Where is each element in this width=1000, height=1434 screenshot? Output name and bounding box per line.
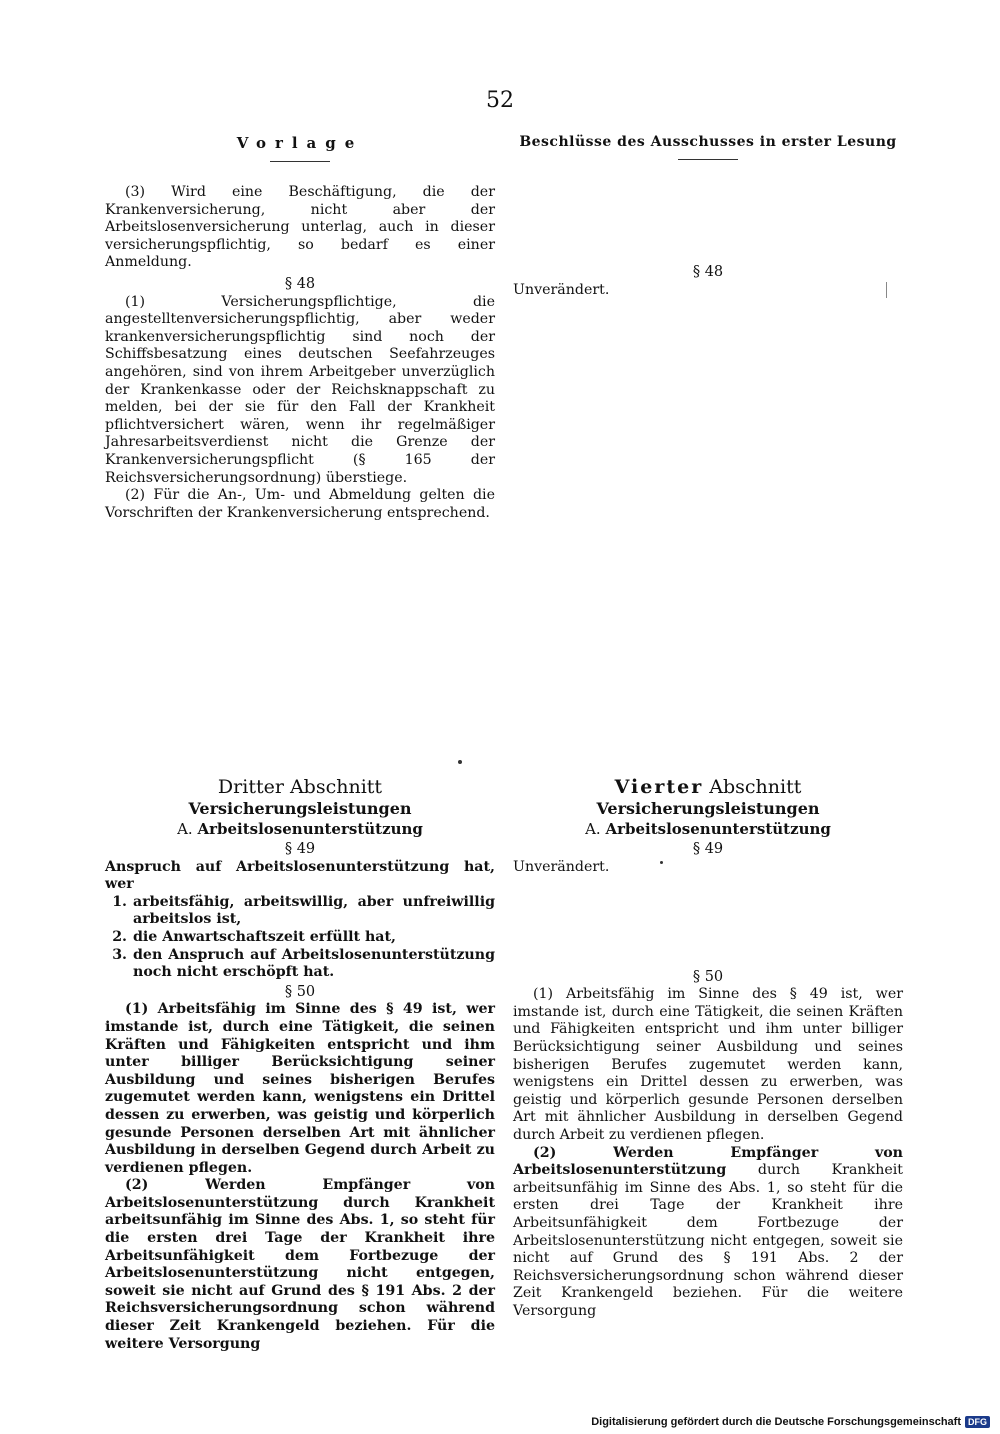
right-header-rule bbox=[678, 159, 738, 160]
list-item-number: 3. bbox=[112, 946, 127, 963]
right-column-top bbox=[513, 134, 903, 298]
paragraph-48-1: (1) Versicherungspflichtige, die angestelltenversicherungspflichtig, aber weder krankenversicherungspflichtig sind noch der Schiffsbesatzung eines deutschen Seefahrzeuges angehören, sind von ihrem Arbeitgeber unverzüglich der Krankenkasse oder der Reichsknappschaft zu melden, bei der sie für den Fall der Krankheit pflichtversichert wären, wenn ihr regelmäßiger Jahresarbeitsverdienst nicht die Grenze der Krankenversicherungspflicht (§ 165 der Reichsversicherungsordnung) überstiege. bbox=[105, 293, 495, 486]
left-subsection-letter: A. bbox=[177, 820, 193, 838]
list-item-text: die Anwartschaftszeit erfüllt hat, bbox=[133, 928, 396, 945]
list-item bbox=[105, 894, 495, 929]
paragraph-50-1: (1) Arbeitsfähig im Sinne des § 49 ist, wer imstande ist, durch eine Tätigkeit, die seinen Kräften und Fähigkeiten entspricht und ihm unter billiger Berücksichtigung seiner Ausbildung und seines bisherigen Berufes zugemutet werden kann, wenigstens ein Drittel dessen zu erwerben, was geistig und körperlich gesunde Personen derselben Art mit ähnlicher Ausbildung in derselben Gegend durch Arbeit zu verdienen pflegen. bbox=[105, 1001, 495, 1176]
left-chapter-title: Versicherungsleistungen bbox=[188, 799, 412, 818]
right-paragraph-50-2 bbox=[513, 1145, 903, 1321]
left-subsection-title: Arbeitslosenunterstützung bbox=[197, 820, 423, 838]
dfg-logo-icon: DFG bbox=[965, 1416, 990, 1428]
section-50-heading: § 50 bbox=[284, 983, 316, 1000]
right-chapter-bold: Vierter bbox=[614, 776, 704, 798]
right-paragraph-50-1: (1) Arbeitsfähig im Sinne des § 49 ist, wer imstande ist, durch eine Tätigkeit, die seinen Kräften und Fähigkeiten entspricht und ihm unter billiger Berücksichtigung seiner Ausbildung und seines bisherigen Berufes zugemutet werden kann, wenigstens ein Drittel dessen zu erwerben, was geistig und körperlich gesunde Personen derselben Art mit ähnlicher Ausbildung in derselben Gegend durch Arbeit zu verdienen pflegen. bbox=[513, 986, 903, 1143]
right-column-bottom bbox=[513, 776, 903, 1320]
right-subsection-title: Arbeitslosenunterstützung bbox=[605, 820, 831, 838]
right-section-49-unchanged: Unverändert. bbox=[513, 858, 610, 875]
left-column-bottom bbox=[105, 776, 495, 1353]
right-chapter-rest: Abschnitt bbox=[709, 776, 802, 798]
margin-mark bbox=[886, 282, 887, 298]
paragraph-48-2: (2) Für die An-, Um- und Abmeldung gelten die Vorschriften der Krankenversicherung entsprechend. bbox=[105, 487, 495, 521]
right-section-49-heading: § 49 bbox=[692, 841, 724, 857]
left-subsection-heading bbox=[105, 819, 495, 839]
right-chapter-heading bbox=[513, 776, 903, 798]
left-header-rule bbox=[270, 161, 330, 162]
left-column-top bbox=[105, 134, 495, 522]
list-item-text: arbeitsfähig, arbeitswillig, aber unfreiwillig arbeitslos ist, bbox=[133, 893, 495, 928]
right-paragraph-50-2-rest: durch Krankheit arbeitsunfähig im Sinne des Abs. 1, so steht für die ersten drei Tage der Krankheit ihre Arbeitsunfähigkeit dem Fortbezuge der Arbeitslosenunterstützung nicht entgegen, soweit sie nicht auf Grund des § 191 Abs. 2 der Reichsversicherungsordnung schon während dieser Zeit Krankengeld beziehen. Für die weitere Versorgung bbox=[513, 1162, 903, 1319]
left-chapter-heading: Dritter Abschnitt bbox=[217, 776, 383, 798]
page-number: 52 bbox=[486, 88, 514, 113]
stray-dot bbox=[458, 760, 462, 764]
list-item-text: den Anspruch auf Arbeitslosenunterstützung noch nicht erschöpft hat. bbox=[133, 946, 495, 981]
right-section-50-heading: § 50 bbox=[692, 968, 724, 985]
section-49-heading: § 49 bbox=[284, 841, 316, 857]
list-item-number: 2. bbox=[112, 928, 127, 945]
footer-credit bbox=[591, 1416, 990, 1428]
list-item bbox=[105, 929, 495, 947]
right-section-48-unchanged: Unverändert. bbox=[513, 281, 610, 298]
section-48-heading: § 48 bbox=[284, 275, 316, 292]
right-subsection-letter: A. bbox=[585, 820, 601, 838]
paragraph-50-2: (2) Werden Empfänger von Arbeitslosenunterstützung durch Krankheit arbeitsunfähig im Sinne des Abs. 1, so steht für die ersten drei Tage der Krankheit ihre Arbeitsunfähigkeit dem Fortbezuge der Arbeitslosenunterstützung nicht entgegen, soweit sie nicht auf Grund des § 191 Abs. 2 der Reichsversicherungsordnung schon während dieser Zeit Krankengeld beziehen. Für die weitere Versorgung bbox=[105, 1177, 495, 1352]
right-section-48-heading: § 48 bbox=[692, 264, 724, 280]
list-item-number: 1. bbox=[112, 893, 127, 910]
right-column-header: Beschlüsse des Ausschusses in erster Lesung bbox=[519, 134, 897, 150]
right-subsection-heading bbox=[513, 819, 903, 839]
section-49-intro: Anspruch auf Arbeitslosenunterstützung hat, wer bbox=[105, 858, 495, 893]
list-item bbox=[105, 947, 495, 982]
right-chapter-title: Versicherungsleistungen bbox=[596, 799, 820, 818]
footer-text: Digitalisierung gefördert durch die Deutsche Forschungsgemeinschaft bbox=[591, 1416, 961, 1428]
section-49-list bbox=[105, 894, 495, 982]
paragraph-47-3: (3) Wird eine Beschäftigung, die der Krankenversicherung, nicht aber der Arbeitslosenversicherung unterlag, auch in dieser versicherungspflichtig, so bedarf es einer Anmeldung. bbox=[105, 184, 495, 271]
right-paragraph-50-2-bold: (2) Werden Empfänger von Arbeitslosenunterstützung bbox=[513, 1144, 903, 1179]
left-column-header: Vorlage bbox=[236, 134, 364, 152]
